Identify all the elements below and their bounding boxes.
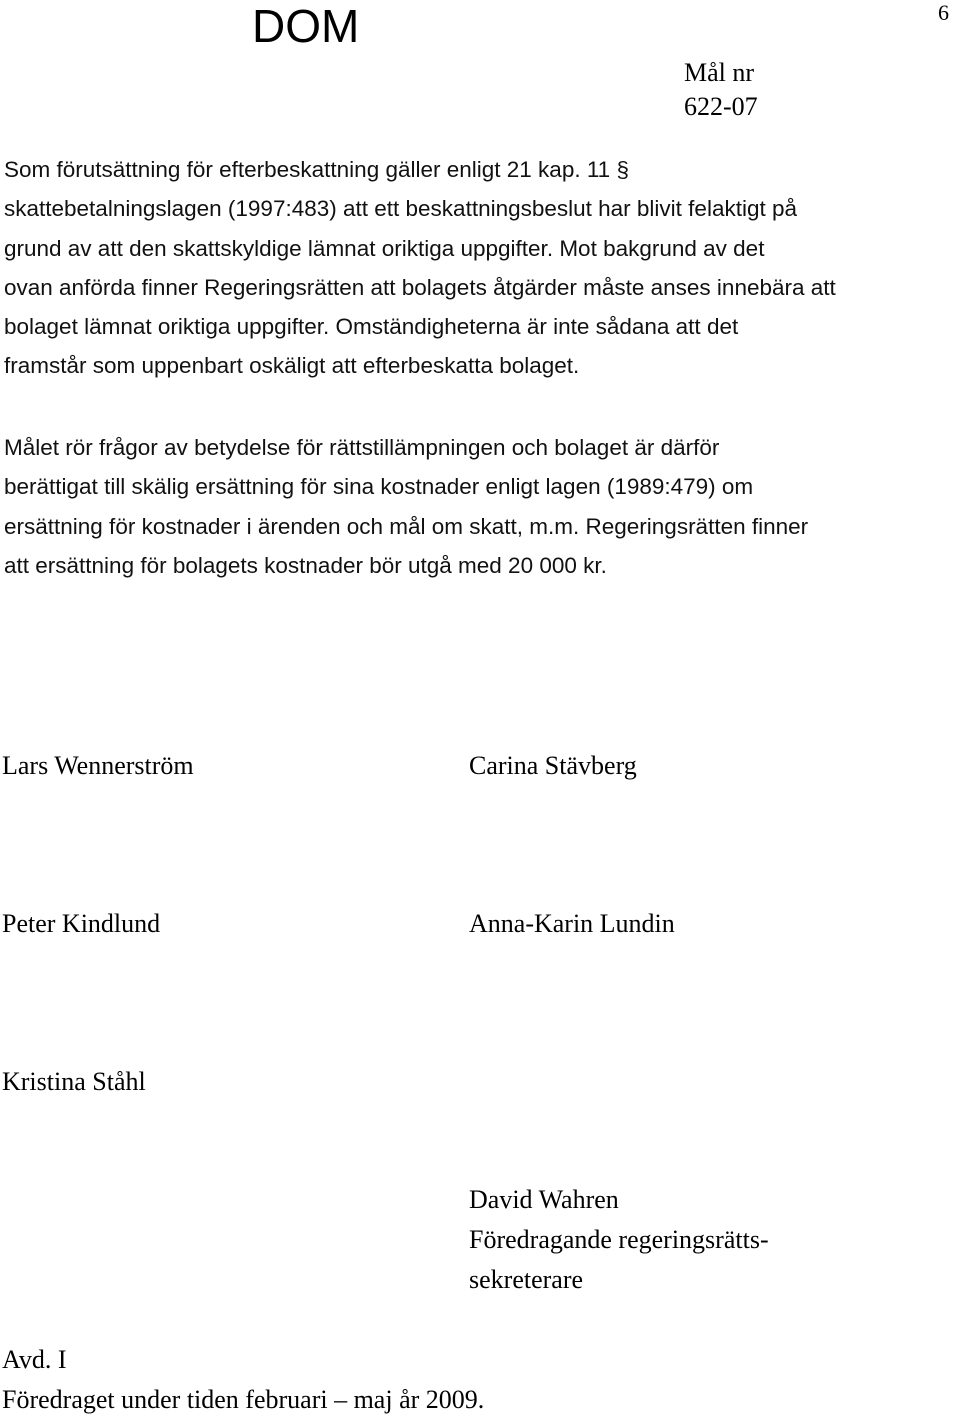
paragraph-line: att ersättning för bolagets kostnader bör utgå med 20 000 kr. (4, 552, 607, 578)
case-number-block (684, 56, 758, 124)
paragraph-line: bolaget lämnat oriktiga uppgifter. Omständigheterna är inte sådana att det (4, 314, 739, 340)
footer-block (2, 1340, 484, 1420)
rapporteur-title: Föredragande regeringsrätts- (469, 1225, 769, 1254)
paragraph-line: ovan anförda finner Regeringsrätten att bolagets åtgärder måste anses innebära att (4, 274, 836, 300)
paragraph-reassessment (4, 150, 954, 386)
paragraph-line: ersättning för kostnader i ärenden och mål om skatt, m.m. Regeringsrätten finner (4, 513, 809, 539)
rapporteur-name: David Wahren (469, 1185, 619, 1214)
page-number: 6 (938, 0, 949, 25)
signature-judge-3: Peter Kindlund (2, 909, 161, 938)
signature-judge-4: Anna-Karin Lundin (469, 909, 675, 938)
document-type-title: DOM (252, 0, 360, 52)
paragraph-line: grund av att den skattskyldige lämnat oriktiga uppgifter. Mot bakgrund av det (4, 235, 765, 261)
rapporteur-title-continued: sekreterare (469, 1265, 584, 1294)
paragraph-line: skattebetalningslagen (1997:483) att ett beskattningsbeslut har blivit felaktigt på (4, 196, 798, 222)
division-label: Avd. I (2, 1345, 67, 1374)
paragraph-compensation (4, 428, 954, 585)
case-number: 622-07 (684, 92, 758, 121)
paragraph-line: berättigat till skälig ersättning för sina kostnader enligt lagen (1989:479) om (4, 474, 754, 500)
case-label: Mål nr (684, 58, 755, 87)
paragraph-line: framstår som uppenbart oskäligt att efterbeskatta bolaget. (4, 353, 580, 379)
paragraph-line: Målet rör frågor av betydelse för rättstillämpningen och bolaget är därför (4, 435, 720, 460)
rapporteur-block (469, 1180, 769, 1300)
signature-judge-2: Carina Stävberg (469, 751, 637, 780)
signature-judge-5: Kristina Ståhl (2, 1067, 146, 1096)
paragraph-line: Som förutsättning för efterbeskattning gäller enligt 21 kap. 11 § (4, 157, 629, 182)
presentation-note: Föredraget under tiden februari – maj år 2009. (2, 1385, 485, 1414)
signature-judge-1: Lars Wennerström (2, 751, 194, 780)
